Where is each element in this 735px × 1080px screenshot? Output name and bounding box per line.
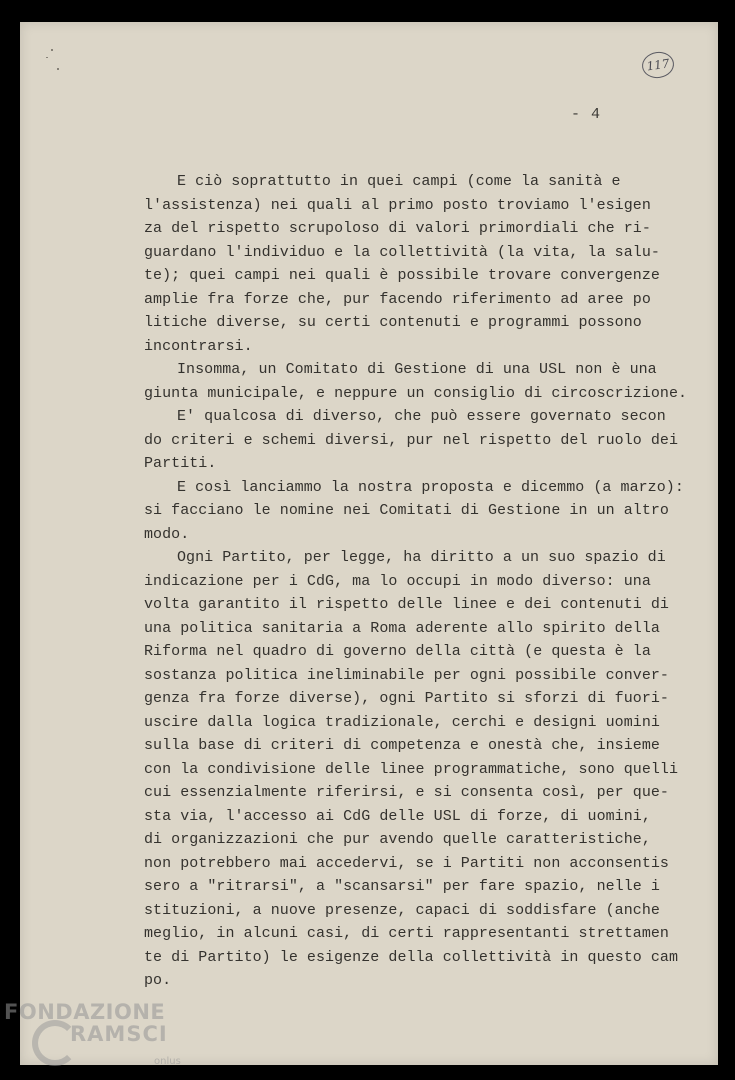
body-line: Partiti. [144,455,217,472]
body-line: te di Partito) le esigenze della collettività in questo cam [144,948,679,966]
body-line: Ogni Partito, per legge, ha diritto a un suo spazio di [177,549,666,566]
body-line: za del rispetto scrupoloso di valori primordiali che ri- [144,220,651,237]
archive-stamp: 117 [640,50,675,80]
watermark-line2: RAMSCI [70,1022,168,1046]
body-line: con la condivisione delle linee programmatiche, sono quelli [144,760,679,778]
body-line: po. [144,972,172,989]
body-line: te); quei campi nei quali è possibile trovare convergenze [144,267,660,284]
body-line: indicazione per i CdG, ma lo occupi in modo diverso: una [144,572,651,590]
body-line: genza fra forze diverse), ogni Partito si sforzi di fuori- [144,690,669,707]
body-line: incontrarsi. [144,337,253,355]
body-line: Riforma nel quadro di governo della città (e questa è la [144,643,651,660]
body-line: una politica sanitaria a Roma aderente allo spirito della [144,619,660,637]
body-line: non potrebbero mai accedervi, se i Partiti non acconsentis [144,854,669,872]
body-line: do criteri e schemi diversi, pur nel rispetto del ruolo dei [144,431,679,449]
body-line: di organizzazioni che pur avendo quelle caratteristiche, [144,831,651,848]
body-line: E così lanciammo la nostra proposta e dicemmo (a marzo): [177,478,684,496]
body-line: sostanza politica ineliminabile per ogni possibile conver- [144,666,669,684]
body-line: si facciano le nomine nei Comitati di Gestione in un altro [144,502,669,519]
body-line: E ciò soprattutto in quei campi (come la sanità e [177,173,621,190]
body-line: modo. [144,525,190,543]
body-line: cui essenzialmente riferirsi, e si consenta così, per que- [144,784,669,801]
body-line: sulla base di criteri di competenza e onestà che, insieme [144,737,660,754]
body-line: l'assistenza) nei quali al primo posto troviamo l'esigen [144,196,651,214]
body-line: sero a "ritrarsi", a "scansarsi" per fare spazio, nelle i [144,878,660,895]
body-line: sta via, l'accesso ai CdG delle USL di forze, di uomini, [144,807,651,825]
body-line: litiche diverse, su certi contenuti e programmi possono [144,314,642,331]
body-line: Insomma, un Comitato di Gestione di una USL non è una [177,361,657,378]
body-line: meglio, in alcuni casi, di certi rappresentanti strettamen [144,925,669,942]
page-number: - 4 [571,106,602,123]
body-line: giunta municipale, e neppure un consiglio di circoscrizione. [144,384,688,402]
fondazione-gramsci-watermark [4,998,194,1078]
watermark-line1: FONDAZIONE [4,1000,166,1024]
body-line: E' qualcosa di diverso, che può essere governato secon [177,408,666,425]
body-line: volta garantito il rispetto delle linee e dei contenuti di [144,596,669,613]
typewritten-body [20,22,718,1065]
body-line: stituzioni, a nuove presenze, capaci di soddisfare (anche [144,901,660,919]
body-line: amplie fra forze che, pur facendo riferimento ad aree po [144,290,651,308]
watermark-onlus: onlus [154,1056,181,1067]
document-page [20,22,718,1065]
body-line: uscire dalla logica tradizionale, cerchi e designi uomini [144,713,660,731]
body-line: guardano l'individuo e la collettività (la vita, la salu- [144,243,660,261]
